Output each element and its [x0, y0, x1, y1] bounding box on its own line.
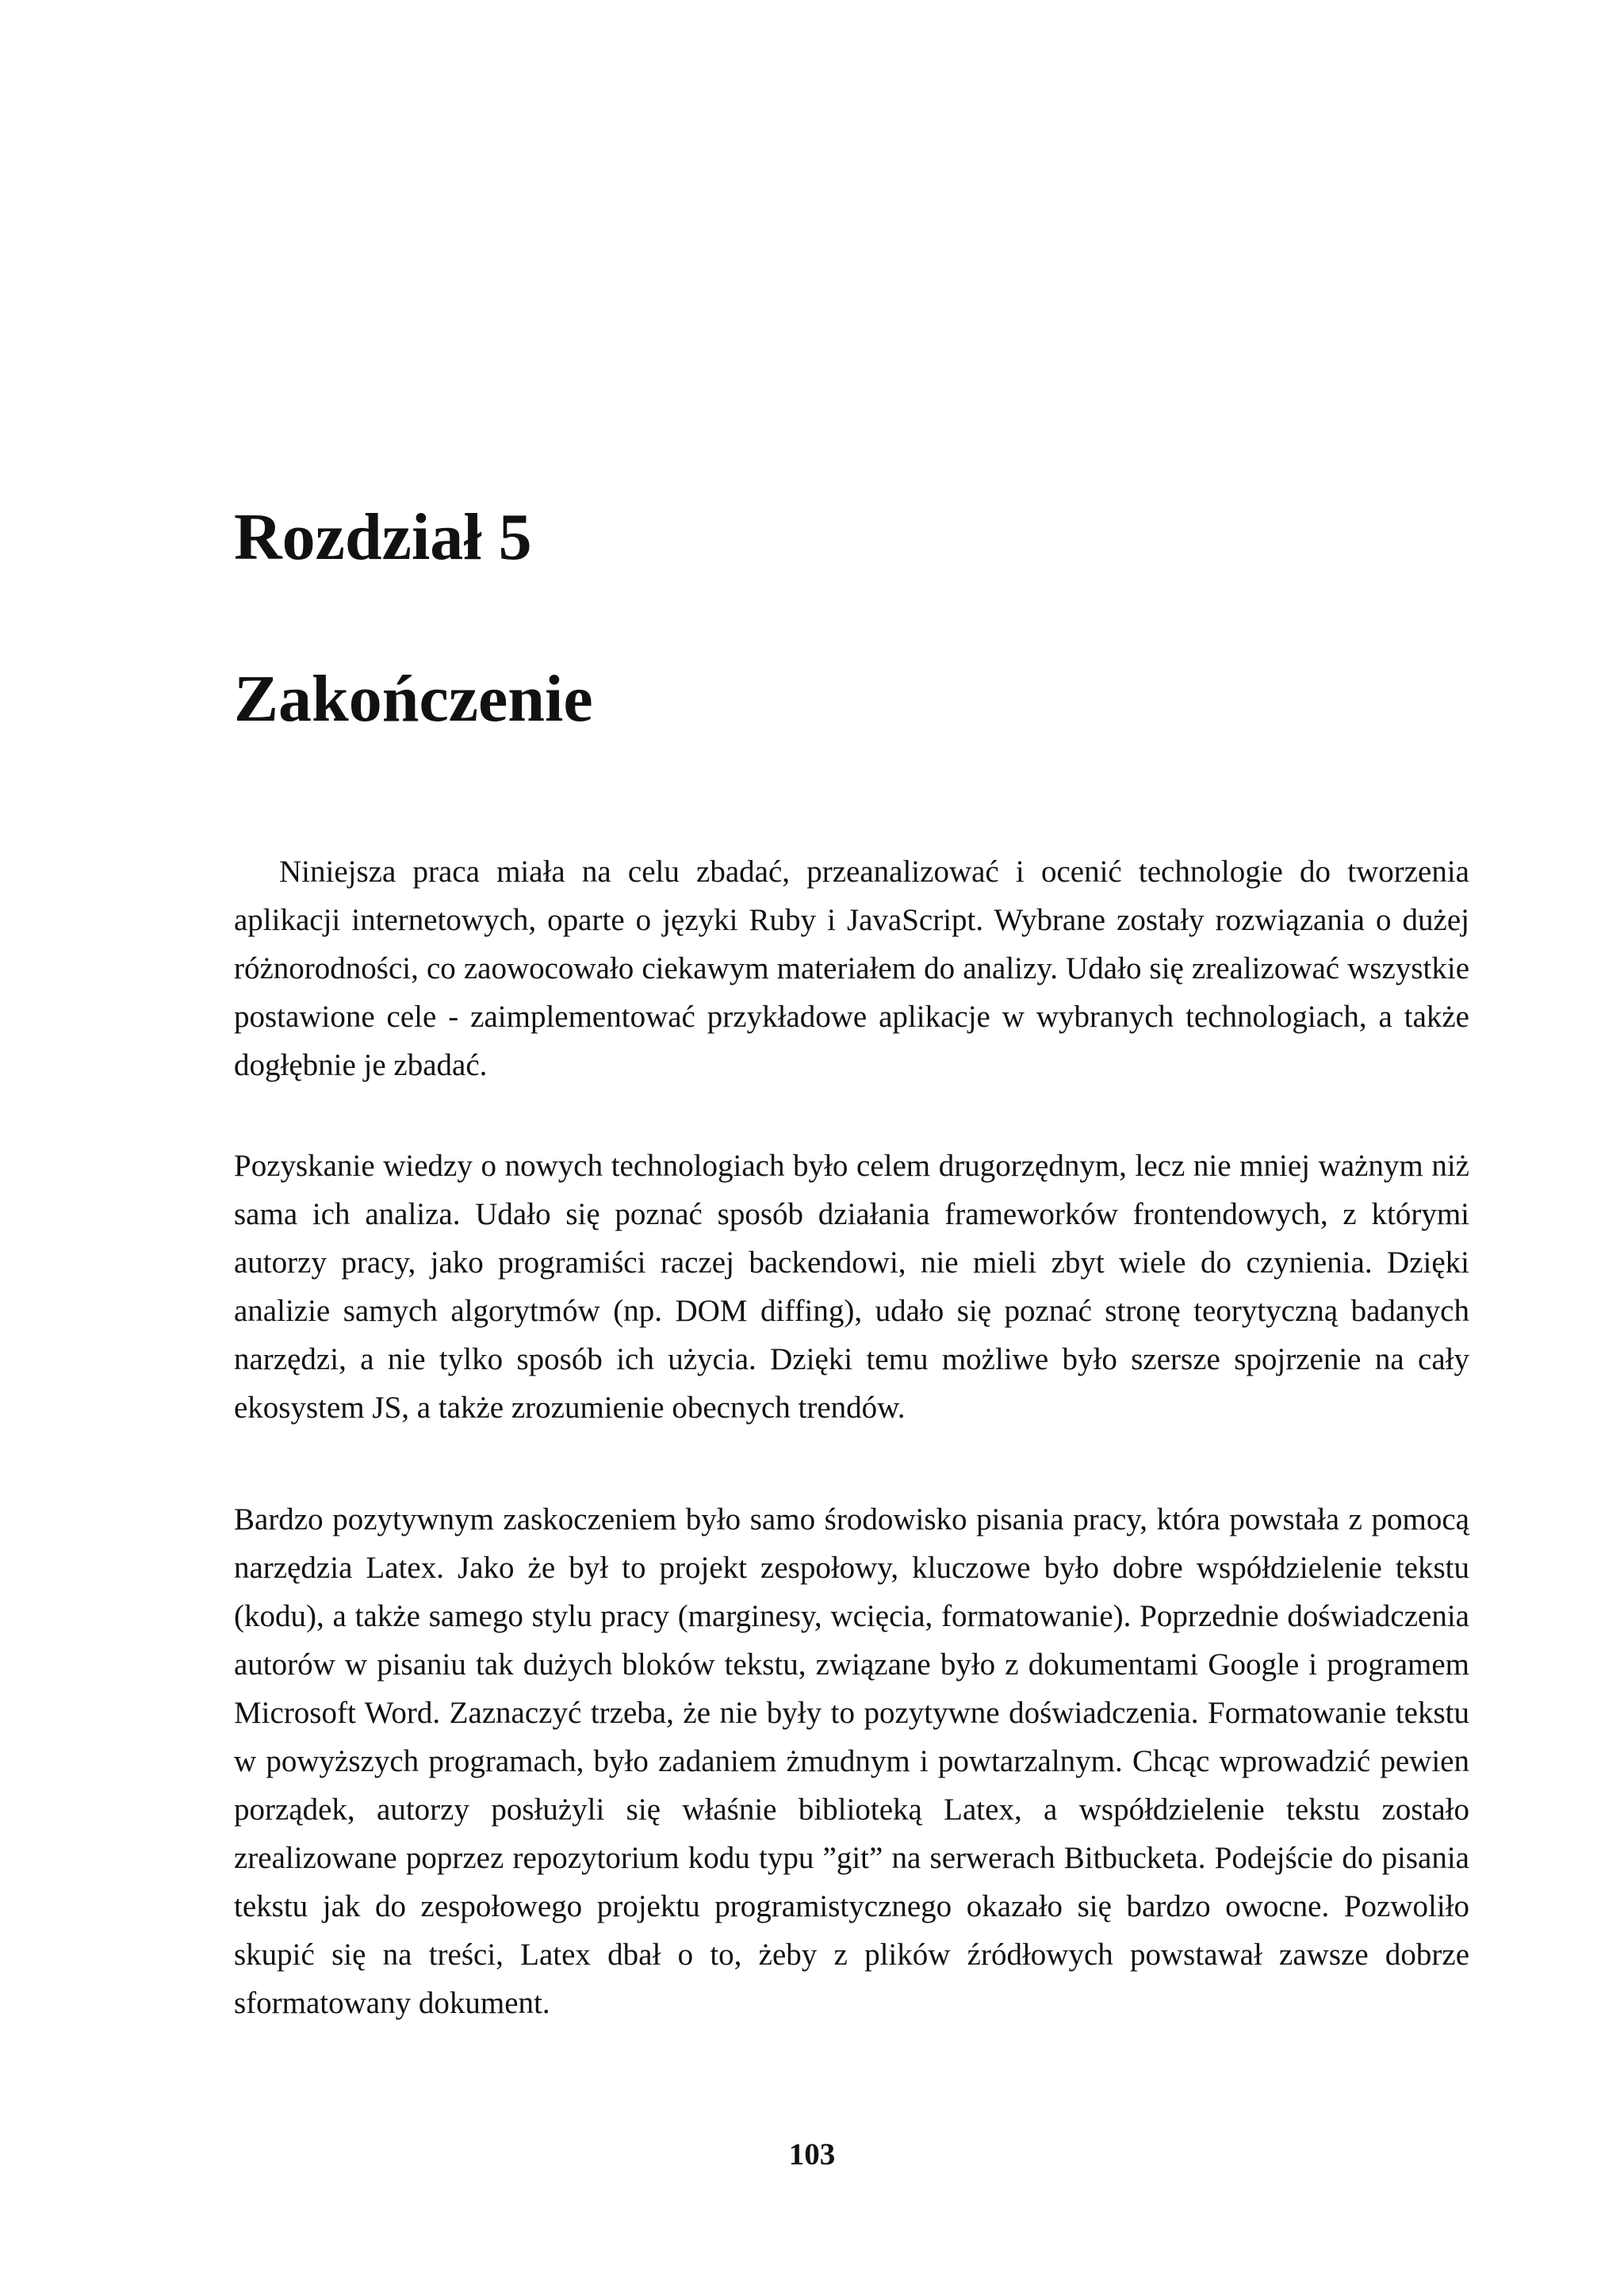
chapter-label: Rozdział 5	[234, 500, 532, 574]
page-number: 103	[788, 2137, 836, 2172]
body-paragraph: Bardzo pozytywnym zaskoczeniem było samo środowisko pisania pracy, która powstała z pomocą narzędzia Latex. Jako że był to projekt zespołowy, kluczowe było dobre współdzielenie tekstu (kodu), a także samego stylu pracy (marginesy, wcięcia, formatowanie). Poprzednie doświadczenia autorów w pisaniu tak dużych bloków tekstu, związane było z dokumentami Google i programem Microsoft Word. Zaznaczyć trzeba, że nie były to pozytywne doświadczenia. Formatowanie tekstu w powyższych programach, było zadaniem żmudnym i powtarzalnym. Chcąc wprowadzić pewien porządek, autorzy posłużyli się właśnie biblioteką Latex, a współdzielenie tekstu zostało zrealizowane poprzez repozytorium kodu typu ”git” na serwerach Bitbucketa. Podejście do pisania tekstu jak do zespołowego projektu programistycznego okazało się bardzo owocne. Pozwoliło skupić się na treści, Latex dbał o to, żeby z plików źródłowych powstawał zawsze dobrze sformatowany dokument.	[234, 1502, 1469, 2020]
chapter-title: Zakończenie	[234, 662, 593, 736]
body-paragraph: Pozyskanie wiedzy o nowych technologiach było celem drugorzędnym, lecz nie mniej ważnym niż sama ich analiza. Udało się poznać sposób działania frameworków frontendowych, z którymi autorzy pracy, jako programiści raczej backendowi, nie mieli zbyt wiele do czynienia. Dzięki analizie samych algorytmów (np. DOM diffing), udało się poznać stronę teorytyczną badanych narzędzi, a nie tylko sposób ich użycia. Dzięki temu możliwe było szersze spojrzenie na cały ekosystem JS, a także zrozumienie obecnych trendów.	[234, 1149, 1469, 1425]
body-paragraph: Niniejsza praca miała na celu zbadać, przeanalizować i ocenić technologie do tworzenia aplikacji internetowych, oparte o języki Ruby i JavaScript. Wybrane zostały rozwiązania o dużej różnorodności, co zaowocowało ciekawym materiałem do analizy. Udało się zrealizować wszystkie postawione cele - zaimplementować przykładowe aplikacje w wybranych technologiach, a także dogłębnie je zbadać.	[234, 855, 1469, 1082]
